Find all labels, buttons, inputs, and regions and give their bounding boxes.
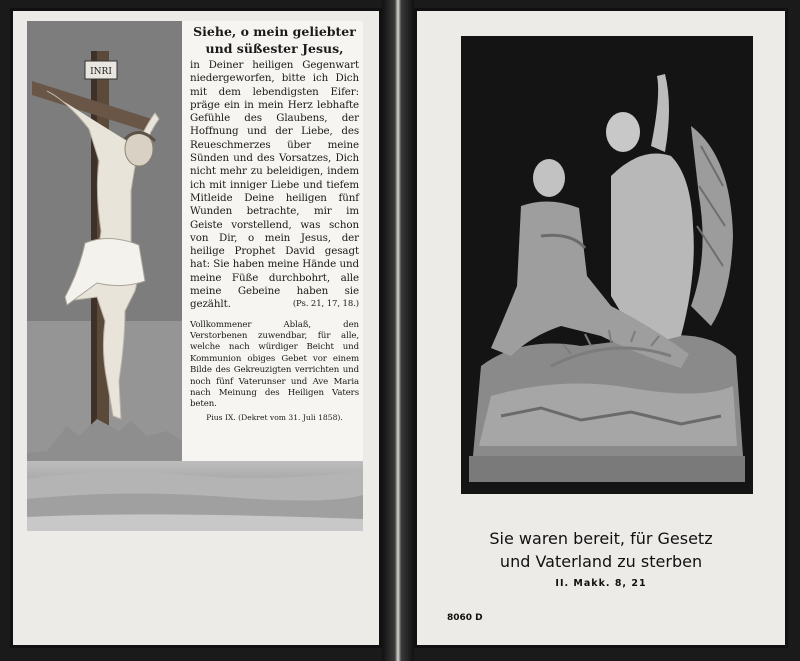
caption-reference: II. Makk. 8, 21 <box>555 578 647 589</box>
left-card <box>10 8 382 648</box>
indulgence-text: Vollkommener Ablaß, den Verstorbenen zuwendbar, für alle, welche nach würdiger Beicht und Kommunion obiges Gebet vor einem Bilde des Gekreuzigten verrichten und noch fünf Vaterunser und Ave Maria nach Meinung des Heiligen Vaters beten. <box>190 319 359 410</box>
card-number: 8060 D <box>447 613 483 623</box>
angel-soldier-statue-image <box>461 36 753 494</box>
caption-line2: und Vaterland zu sterben <box>499 552 703 571</box>
prayer-reference: (Ps. 21, 17, 18.) <box>292 299 359 310</box>
statue-illustration <box>461 36 753 494</box>
prayer-panel <box>182 21 363 461</box>
prayer-heading-line1: Siehe, o mein geliebter <box>193 24 356 39</box>
prayer-heading-line2: und süßester Jesus, <box>205 41 344 56</box>
inri-sign: INRI <box>90 67 112 77</box>
ground-landscape <box>27 461 363 531</box>
prayer-heading <box>190 23 359 57</box>
card-fold <box>382 0 414 661</box>
right-card <box>414 8 788 648</box>
crucifix-illustration <box>27 21 182 461</box>
prayer-text <box>190 59 359 312</box>
decree-text: Pius IX. (Dekret vom 31. Juli 1858). <box>206 412 343 422</box>
prayer-body: in Deiner heiligen Gegenwart niedergeworfen, bitte ich Dich mit dem lebendigsten Eifer: präge ein in mein Herz lebhafte Gefühle des Glaubens, der Hoffnung und der Liebe, des Reueschmerzes über meine Sünden und des Vorsatzes, Dich nicht mehr zu beleidigen, indem ich mit inniger Liebe und tiefem Mitleide Deine heiligen fünf Wunden betrachte, mir im Geiste vorstellend, was schon von Dir, o mein Jesus, der heilige Prophet David gesagt hat: Sie haben meine Hände und meine Füße durchbohrt, alle meine Gebeine haben sie gezählt. <box>190 59 359 311</box>
caption-line1: Sie waren bereit, für Gesetz <box>489 529 713 548</box>
crucifix-image <box>27 21 182 461</box>
